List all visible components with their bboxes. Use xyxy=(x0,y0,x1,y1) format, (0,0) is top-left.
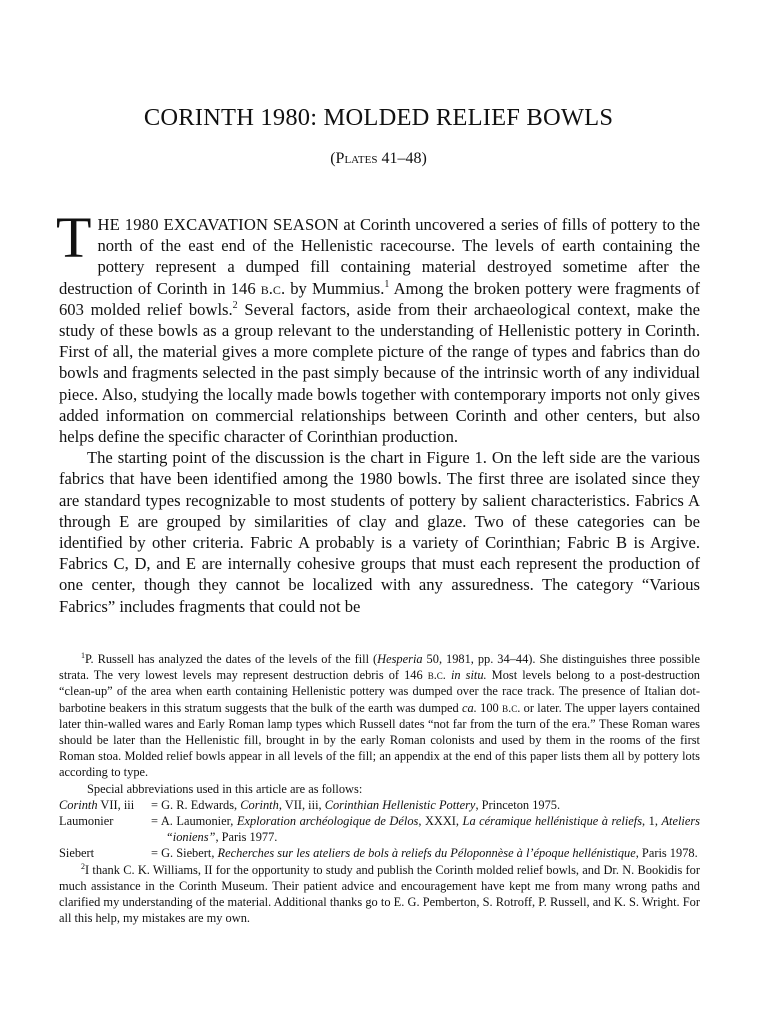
abbreviation-entry: Siebert = G. Siebert, Recherches sur les ateliers de bols à reliefs du Péloponnèse à l’époque hellénistique, Paris 1978. xyxy=(59,846,698,861)
footnotes xyxy=(59,651,700,926)
abbreviations-intro: Special abbreviations used in this article are as follows: xyxy=(87,781,363,796)
plates-reference: (Plates 41–48) xyxy=(330,150,427,167)
drop-cap: T xyxy=(56,205,92,270)
footnote-ref-2[interactable]: 2 xyxy=(232,299,238,311)
article-body xyxy=(56,205,701,617)
body-paragraph-2: The starting point of the discussion is the chart in Figure 1. On the left side are the various fabrics that have been identified among the 1980 bowls. The first three are isolated since they are standard types recognizable to most students of pottery by salient characteristics. Fabrics A through E are grouped by similarities of clay and glaze. Two of these categories can be identified by other criteria. Fabric A probably is a variety of Corinthian; Fabric B is Argive. Fabrics C, D, and E are internally cohesive groups that must each represent the production of one center, though they cannot be localized with any assuredness. The category “Various Fabrics” includes fragments that could not be xyxy=(59,448,700,616)
abbreviation-entry: Laumonier = A. Laumonier, Exploration archéologique de Délos, XXXI, La céramique hellénistique à reliefs, 1, Ateliers “ioniens”, Paris 1977. xyxy=(59,814,701,845)
abbreviation-entry: Corinth VII, iii = G. R. Edwards, Corinth, VII, iii, Corinthian Hellenistic Pottery, Princeton 1975. xyxy=(59,797,561,812)
body-paragraph-1: THE 1980 EXCAVATION SEASON at Corinth uncovered a series of fills of pottery to the north of the east end of the Hellenistic racecourse. The levels of earth containing the pottery represent a dumped fill containing material destroyed sometime after the destruction of Corinth in 146 b.c. by Mummius.$^1$ Among the broken pottery were fragments of 603 molded relief bowls.$^2$ Several factors, aside from their archaeological context, make the study of these bowls as a group relevant to the understanding of Hellenistic pottery in Corinth. First of all, the material gives a more complete picture of the range of types and fabrics than do bowls and fragments selected in the past simply because of the intrinsic worth of any individual piece. Also, studying the locally made bowls together with contemporary imports not only gives added information on commercial relationships between Corinth and other centers, but also helps define the specific character of Corinthian production. xyxy=(56,205,701,447)
article-title: CORINTH 1980: MOLDED RELIEF BOWLS xyxy=(143,104,614,131)
footnote-2: $^2$I thank C. K. Williams, II for the opportunity to study and publish the Corinth molded relief bowls, and Dr. N. Bookidis for much assistance in the Corinth Museum. Their patient advice and encouragement have kept me from many wrong paths and clarified my understanding of the material. Additional thanks go to E. G. Pemberton, S. Rotroff, P. Russell, and K. S. Wright. For all this help, my mistakes are my own. xyxy=(59,861,700,926)
footnote-1: $^1$P. Russell has analyzed the dates of the levels of the fill (Hesperia 50, 1981, pp. 34–44). She distinguishes three possible strata. The very lowest levels may represent destruction debris of 146 b.c. in situ. Most levels belong to a post-destruction “clean-up” of the area when earth containing Hellenistic pottery was dumped over the race track. The presence of Italian dot-barbotine beakers in this stratum suggests that the bulk of the earth was dumped ca. 100 b.c. or later. The upper layers contained later thin-walled wares and Early Roman lamp types which Russell dates “not far from the turn of the era.” These Roman wares should be later than the Hellenistic fill, brought in by the early Roman colonists and used by them in the rooms of the first Roman stoa. Molded relief bowls appear in all levels of the fill; an appendix at the end of this paper lists them all by pottery lots according to type. xyxy=(59,651,700,780)
footnote-ref-1[interactable]: 1 xyxy=(384,278,390,290)
lead-in: HE 1980 EXCAVATION SEASON xyxy=(97,215,339,234)
